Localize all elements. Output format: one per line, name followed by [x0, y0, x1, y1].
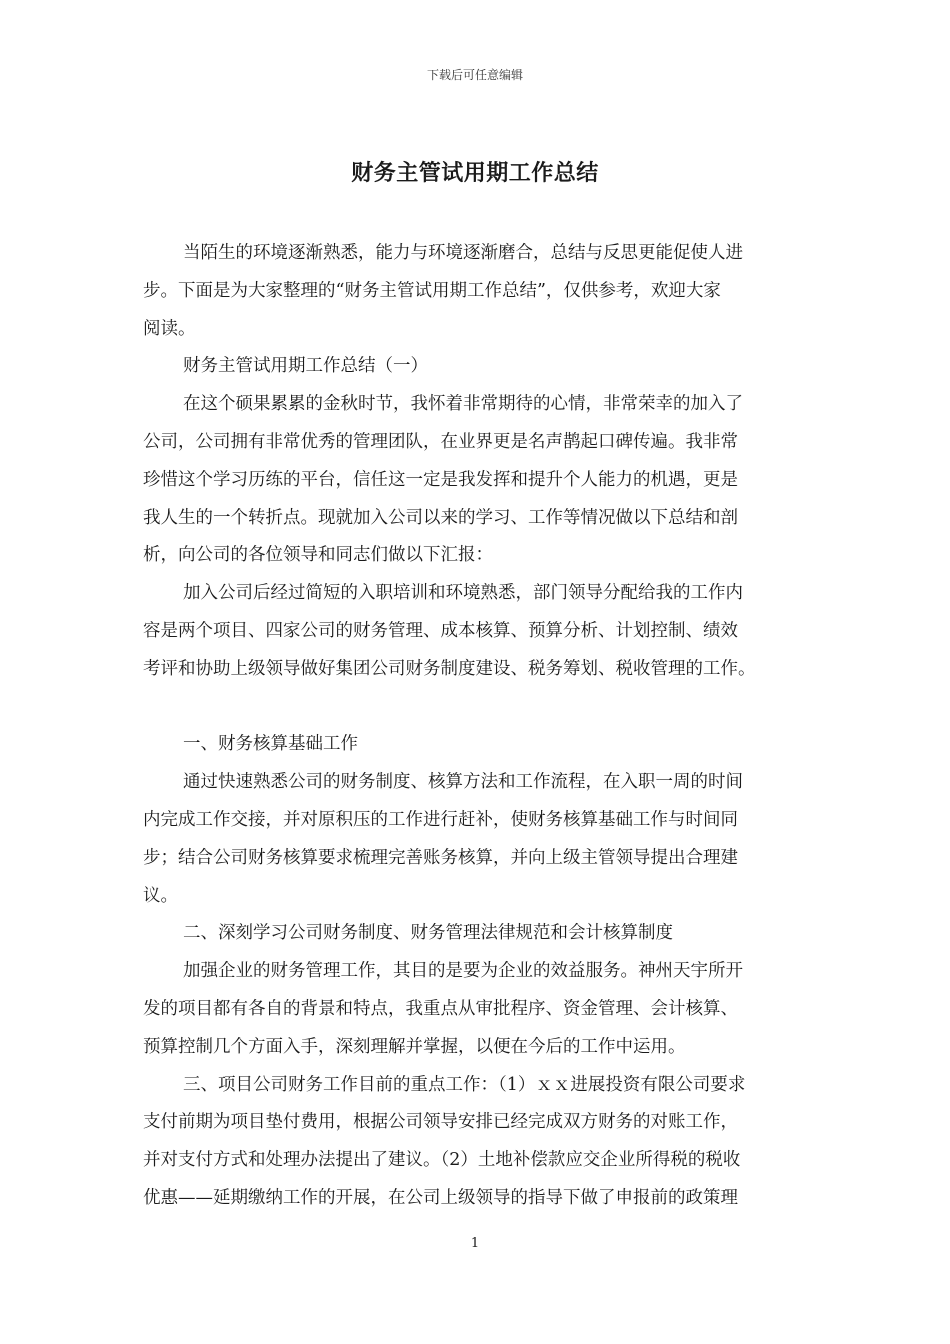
text-line: 步；结合公司财务核算要求梳理完善账务核算，并向上级主管领导提出合理建 [143, 847, 738, 868]
text-line: 加强企业的财务管理工作，其目的是要为企业的效益服务。神州天宇所开 [183, 961, 743, 982]
text-line: 通过快速熟悉公司的财务制度、核算方法和工作流程，在入职一周的时间 [183, 772, 743, 793]
text-line: 析，向公司的各位领导和同志们做以下汇报： [143, 545, 493, 566]
text-line: 议。 [143, 885, 178, 906]
text-line: 二、深刻学习公司财务制度、财务管理法律规范和会计核算制度 [183, 923, 673, 944]
text-line: 支付前期为项目垫付费用，根据公司领导安排已经完成双方财务的对账工作， [143, 1112, 738, 1133]
text-line: 容是两个项目、四家公司的财务管理、成本核算、预算分析、计划控制、绩效 [143, 620, 738, 641]
text-line: 阅读。 [143, 318, 196, 339]
header-note: 下载后可任意编辑 [426, 68, 523, 82]
text-line: 并对支付方式和处理办法提出了建议。（2）土地补偿款应交企业所得税的税收 [143, 1150, 741, 1171]
text-line: 发的项目都有各自的背景和特点，我重点从审批程序、资金管理、会计核算、 [143, 998, 738, 1019]
text-line: 加入公司后经过简短的入职培训和环境熟悉，部门领导分配给我的工作内 [183, 583, 743, 604]
text-line: 珍惜这个学习历练的平台，信任这一定是我发挥和提升个人能力的机遇，更是 [143, 469, 738, 490]
text-line: 财务主管试用期工作总结（一） [183, 356, 428, 377]
text-line: 我人生的一个转折点。现就加入公司以来的学习、工作等情况做以下总结和剖 [143, 507, 738, 528]
text-line: 在这个硕果累累的金秋时节，我怀着非常期待的心情，非常荣幸的加入了 [183, 394, 743, 415]
text-line: 预算控制几个方面入手，深刻理解并掌握，以便在今后的工作中运用。 [143, 1036, 686, 1057]
text-line: 当陌生的环境逐渐熟悉，能力与环境逐渐磨合，总结与反思更能促使人进 [183, 243, 743, 263]
blank-line [143, 689, 807, 727]
document-body [143, 235, 807, 1218]
text-line: 考评和协助上级领导做好集团公司财务制度建设、税务筹划、税收管理的工作。 [143, 658, 756, 679]
text-line: 一、财务核算基础工作 [183, 734, 358, 755]
page-number: 1 [470, 1236, 480, 1251]
document-title: 财务主管试用期工作总结 [351, 160, 599, 186]
text-line: 优惠——延期缴纳工作的开展，在公司上级领导的指导下做了申报前的政策理 [143, 1187, 738, 1208]
text-line: 步。下面是为大家整理的“财务主管试用期工作总结”，仅供参考，欢迎大家 [143, 280, 721, 301]
text-line: 公司，公司拥有非常优秀的管理团队，在业界更是名声鹊起口碑传遍。我非常 [143, 431, 738, 452]
text-line: 内完成工作交接，并对原积压的工作进行赶补，使财务核算基础工作与时间同 [143, 809, 738, 830]
text-line: 三、项目公司财务工作目前的重点工作：（1）ｘｘ进展投资有限公司要求 [183, 1074, 746, 1095]
